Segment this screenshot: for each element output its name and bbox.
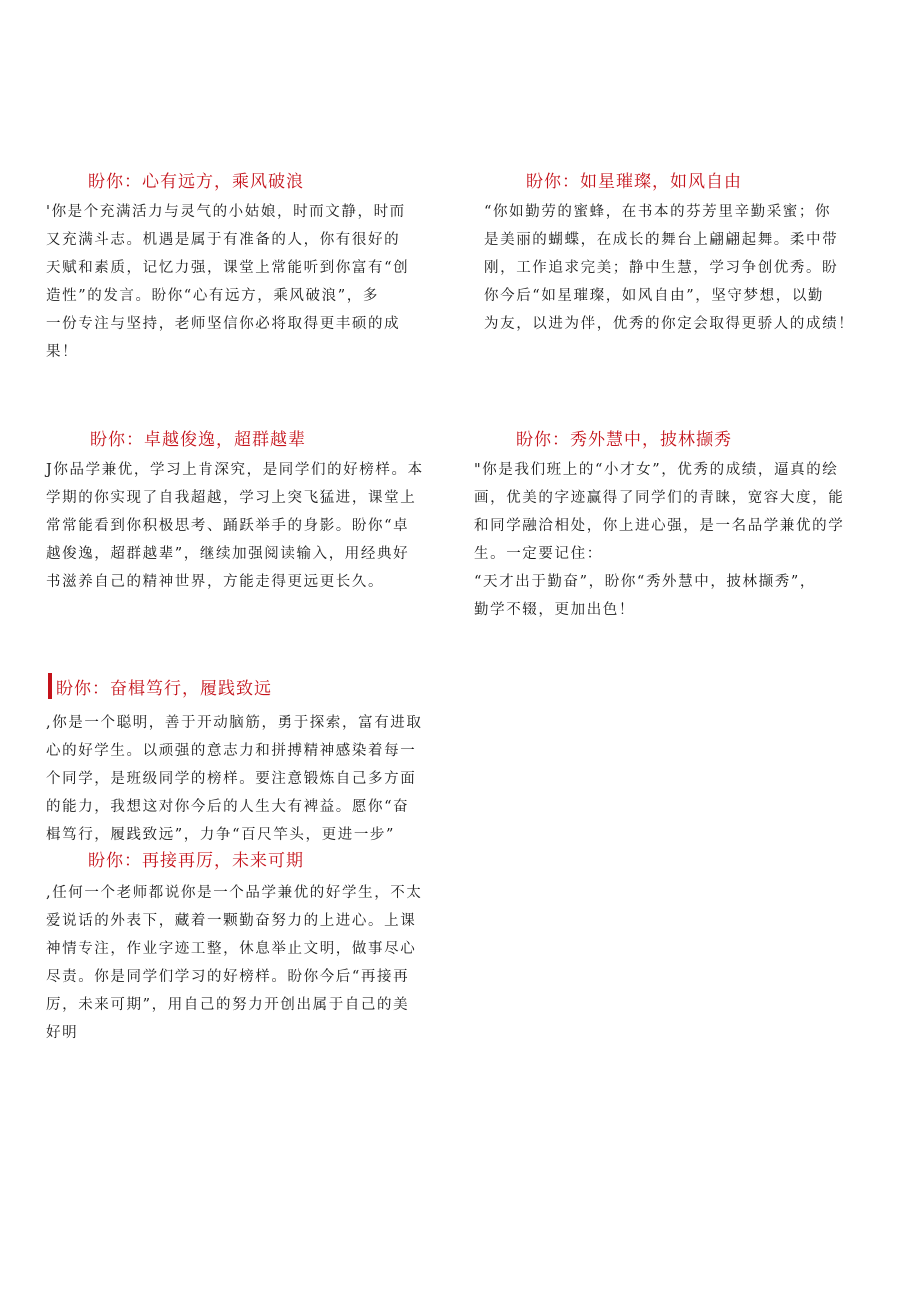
comment-line: J你品学兼优，学习上肯深究，是同学们的好榜样。本 [46, 462, 424, 478]
comment-line: 书滋养自己的精神世界，方能走得更远更长久。 [46, 574, 385, 590]
comment-line: 好明 [46, 1025, 79, 1041]
comment-line: 神情专注，作业字迹工整，休息举止文明，做事尽心 [46, 941, 417, 957]
comment-body-1 [46, 198, 446, 366]
comment-line: "你是我们班上的“小才女”，优秀的成绩，逼真的绘 [474, 462, 839, 478]
comment-line: 果！ [46, 344, 79, 360]
comment-line: 尽责。你是同学们学习的好榜样。盼你今后“再接再 [46, 969, 410, 985]
comment-line: 造性”的发言。盼你“心有远方，乘风破浪”，多 [46, 288, 379, 304]
comment-line: 厉，未来可期”，用自己的努力开创出属于自己的美 [46, 997, 410, 1013]
comment-line: 你今后“如星璀璨，如风自由”，坚守梦想，以勤 [484, 288, 825, 304]
comment-title-6: 盼你：再接再厉，未来可期 [88, 851, 304, 871]
comment-line: 又充满斗志。机遇是属于有准备的人，你有很好的 [46, 232, 401, 248]
comment-line: 刚，工作追求完美；静中生慧，学习争创优秀。盼 [484, 260, 839, 276]
comment-line: 爱说话的外表下，藏着一颗勤奋努力的上进心。上课 [46, 913, 417, 929]
comment-line: '你是个充满活力与灵气的小姑娘，时而文静，时而 [46, 204, 406, 220]
comment-body-2 [484, 198, 884, 338]
accent-bar [48, 673, 52, 699]
comment-line: 为友，以进为伴，优秀的你定会取得更骄人的成绩！ [484, 316, 855, 332]
comment-line: 越俊逸，超群越辈”，继续加强阅读输入，用经典好 [46, 546, 410, 562]
comment-title-2: 盼你：如星璀璨，如风自由 [526, 172, 742, 192]
comment-line: 画，优美的字迹赢得了同学们的青睐，宽容大度，能 [474, 490, 845, 506]
comment-body-6 [46, 879, 446, 1047]
comment-title-5: 盼你：奋楫笃行，履践致远 [56, 679, 272, 699]
comment-line: 学期的你实现了自我超越，学习上突飞猛进，课堂上 [46, 490, 417, 506]
comment-line: “天才出于勤奋”，盼你“秀外慧中，披林撷秀”， [474, 574, 816, 590]
comment-line: ,你是一个聪明，善于开动脑筋，勇于探索，富有进取 [46, 715, 423, 731]
comment-line: 个同学，是班级同学的榜样。要注意锻炼自己多方面 [46, 771, 417, 787]
comment-line: 的能力，我想这对你今后的人生大有裨益。愿你“奋 [46, 799, 410, 815]
comment-title-3: 盼你：卓越俊逸，超群越辈 [90, 430, 306, 450]
comment-line: 和同学融洽相处，你上进心强，是一名品学兼优的学 [474, 518, 845, 534]
comment-body-5 [46, 709, 446, 849]
comment-title-1: 盼你：心有远方，乘风破浪 [88, 172, 304, 192]
comment-line: 一份专注与坚持，老师坚信你必将取得更丰硕的成 [46, 316, 401, 332]
comment-line: 勤学不辍，更加出色！ [474, 602, 635, 618]
comment-line: 天赋和素质，记忆力强，课堂上常能听到你富有“创 [46, 260, 410, 276]
comment-line: 楫笃行，履践致远”，力争“百尺竿头，更进一步” [46, 827, 396, 843]
comment-body-3 [46, 456, 446, 596]
comment-line: 生。一定要记住： [474, 546, 603, 562]
comment-line: ,任何一个老师都说你是一个品学兼优的好学生，不太 [46, 885, 423, 901]
comment-line: 心的好学生。以顽强的意志力和拼搏精神感染着每一 [46, 743, 417, 759]
comment-line: “你如勤劳的蜜蜂，在书本的芬芳里辛勤采蜜；你 [484, 204, 832, 220]
comment-title-4: 盼你：秀外慧中，披林撷秀 [516, 430, 732, 450]
comment-line: 常常能看到你积极思考、踊跃举手的身影。盼你“卓 [46, 518, 410, 534]
comment-body-4 [474, 456, 884, 624]
comment-line: 是美丽的蝴蝶，在成长的舞台上翩翩起舞。柔中带 [484, 232, 839, 248]
